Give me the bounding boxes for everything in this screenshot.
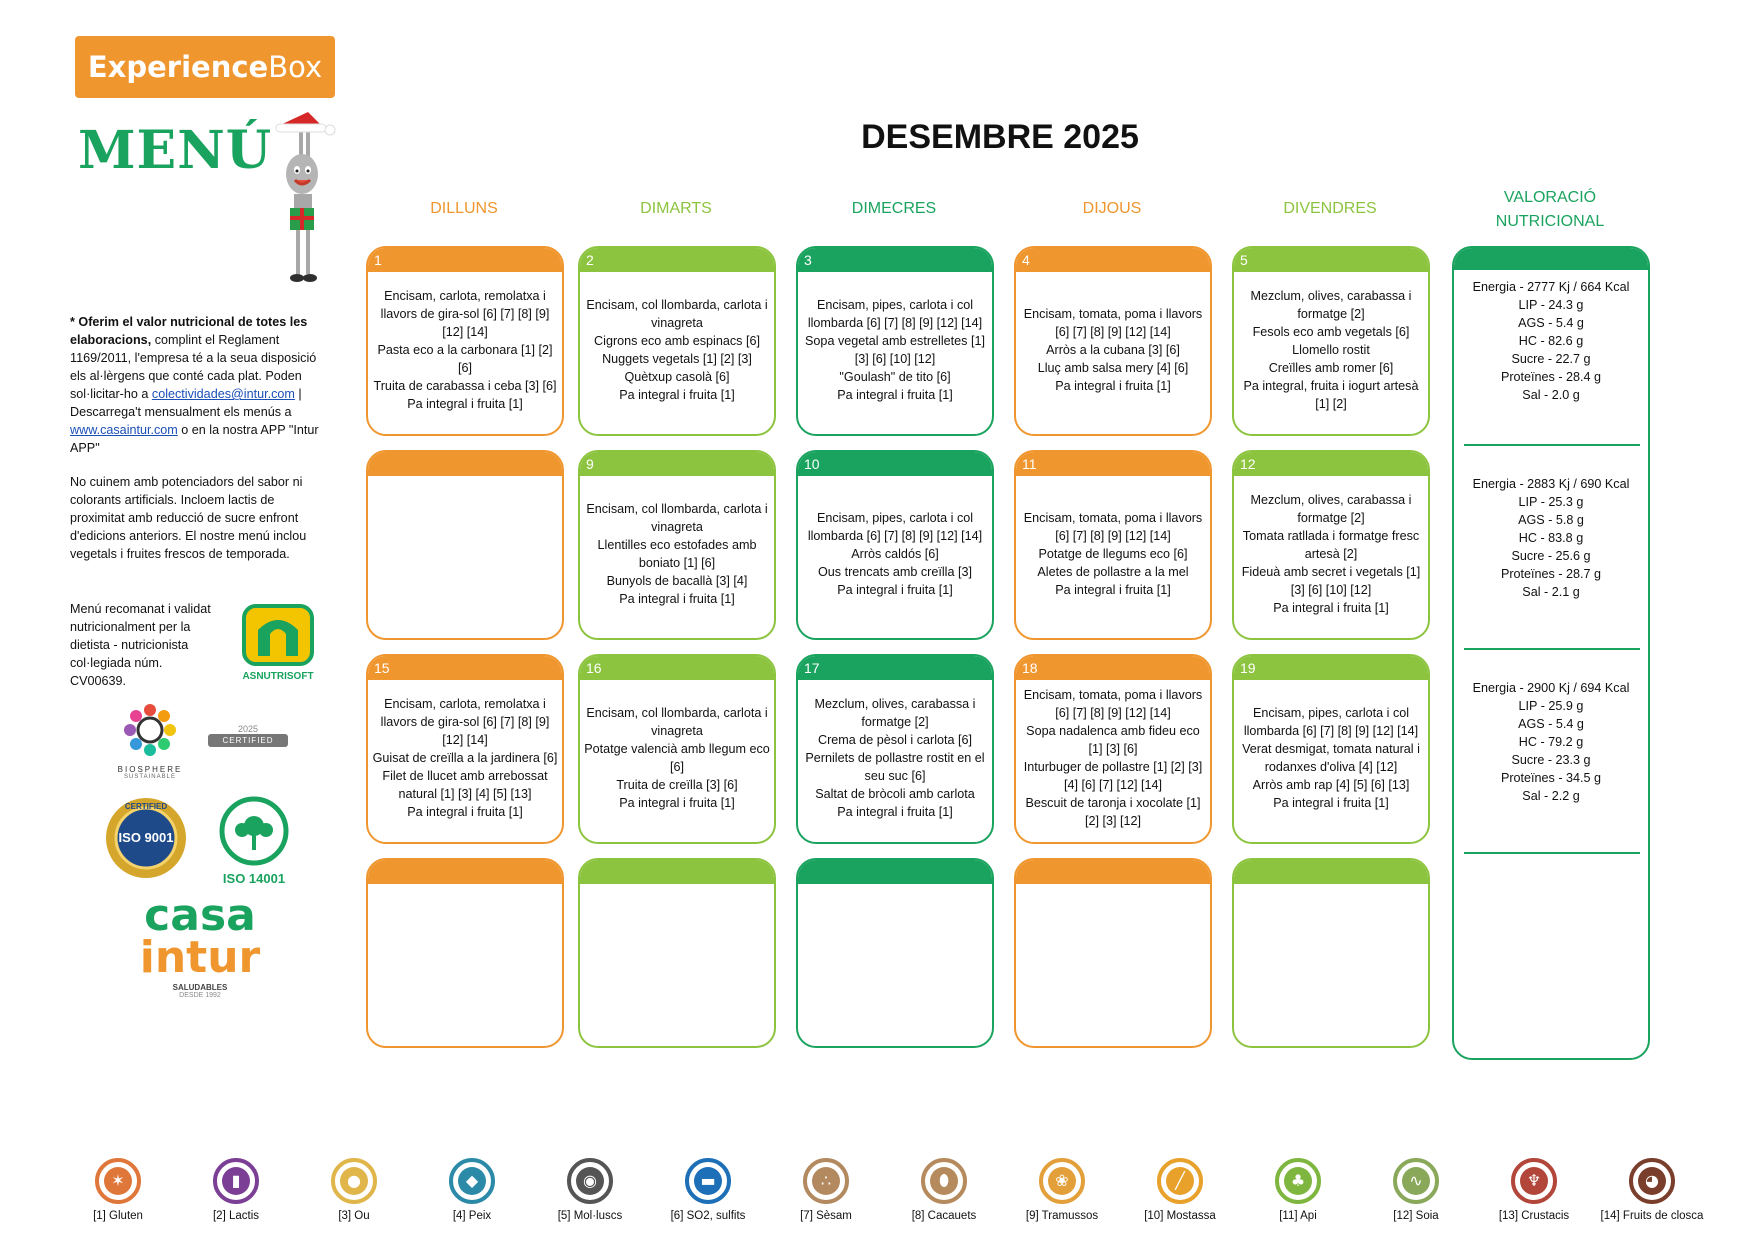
dish-line: Llomello rostit — [1292, 343, 1370, 357]
dish-line: Arròs a la cubana [3] [6] — [1046, 343, 1180, 357]
day-dishes — [802, 272, 988, 428]
allergen-item — [535, 1158, 645, 1222]
day-card — [796, 246, 994, 436]
dish-line: Truita de creïlla [3] [6] — [616, 778, 738, 792]
iso9001-seal: CERTIFIED ISO 9001 — [104, 796, 188, 880]
allergen-label: [10] Mostassa — [1144, 1210, 1216, 1222]
allergen-label: [2] Lactis — [212, 1210, 260, 1222]
dish-line: Pa integral i fruita [1] — [407, 397, 523, 411]
allergen-label: [6] SO2, sulfits — [670, 1210, 746, 1222]
month-title: DESEMBRE 2025 — [861, 118, 1139, 156]
allergen-label: [11] Api — [1279, 1210, 1317, 1222]
day-card — [1232, 654, 1430, 844]
info-paragraph-2: No cuinem amb potenciadors del sabor ni colorants artificials. Incloem lactis de proximitat amb reducció de sucre enfront d'edicions anteriors. El nostre menú inclou vegetals i fruites frescos de temporada. — [70, 475, 307, 561]
dish-line: Pa integral i fruita [1] — [1273, 601, 1389, 615]
day-number: 15 — [368, 656, 562, 680]
day-dishes — [802, 680, 988, 836]
dish-line: Verat desmigat, tomata natural i rodanxes d'oliva [4] [12] — [1242, 742, 1420, 774]
dish-line: Filet de llucet amb arrebossat natural [1] [3] [4] [5] [13] — [382, 769, 548, 801]
website-link[interactable]: www.casaintur.com — [70, 423, 178, 437]
day-number: 10 — [798, 452, 992, 476]
dish-line: Encisam, col llombarda, carlota i vinagreta — [586, 298, 768, 330]
nutritional-valuation-header: VALORACIÓ NUTRICIONAL — [1495, 189, 1605, 230]
dish-line: Pa integral i fruita [1] — [837, 805, 953, 819]
nutrition-value: LIP - 25.3 g — [1518, 495, 1584, 509]
day-dishes — [372, 272, 558, 428]
dish-line: Potatge valencià amb llegum eco [6] — [584, 742, 770, 774]
day-number — [1016, 860, 1210, 884]
wheat-icon: ✶ — [95, 1158, 141, 1204]
allergen-item — [771, 1158, 881, 1222]
dish-line: Crema de pèsol i carlota [6] — [818, 733, 972, 747]
nutrition-value: AGS - 5.8 g — [1518, 513, 1584, 527]
nutrition-value: Energia - 2900 Kj / 694 Kcal — [1472, 681, 1630, 695]
dish-line: Encisam, tomata, poma i llavors [6] [7] [8] [9] [12] [14] — [1023, 688, 1203, 720]
allergen-item — [1007, 1158, 1117, 1222]
dish-line: Tomata ratllada i formatge fresc artesà [2] — [1242, 529, 1420, 561]
dish-line: Fideuà amb secret i vegetals [1] [3] [6] [10] [12] — [1241, 565, 1421, 597]
day-number: 17 — [798, 656, 992, 680]
allergen-label: [5] Mol·luscs — [557, 1210, 623, 1222]
egg-icon: ● — [331, 1158, 377, 1204]
day-header-wednesday: DIMECRES — [851, 200, 937, 217]
experiencebox-logo: Experience Box — [75, 36, 335, 98]
valuation-header-bar — [1454, 248, 1648, 270]
casa-intur-logo: casa intur SALUDABLES DESDE 1992 — [139, 890, 261, 999]
nutrition-value: Sucre - 23.3 g — [1511, 753, 1591, 767]
nutrition-value: HC - 83.8 g — [1518, 531, 1584, 545]
day-card — [578, 246, 776, 436]
day-number: 19 — [1234, 656, 1428, 680]
dish-line: Encisam, col llombarda, carlota i vinagreta — [586, 502, 768, 534]
day-card — [366, 450, 564, 640]
dish-line: Fesols eco amb vegetals [6] — [1252, 325, 1410, 339]
day-card — [1232, 858, 1430, 1048]
nutrition-value: Proteïnes - 28.7 g — [1500, 567, 1602, 581]
nutrition-value: HC - 79.2 g — [1518, 735, 1584, 749]
dish-line: Encisam, tomata, poma i llavors [6] [7] [8] [9] [12] [14] — [1023, 307, 1203, 339]
nutritional-valuation-column — [1452, 246, 1650, 1060]
day-card — [578, 858, 776, 1048]
dish-line: Mezclum, olives, carabassa i formatge [2] — [1250, 289, 1412, 321]
sulfite-icon: ▬ — [685, 1158, 731, 1204]
dish-line: Mezclum, olives, carabassa i formatge [2] — [814, 697, 976, 729]
dish-line: Pa integral i fruita [1] — [1273, 796, 1389, 810]
day-number: 3 — [798, 248, 992, 272]
nutrition-value: Sal - 2.2 g — [1522, 789, 1580, 803]
dish-line: Bunyols de bacallà [3] [4] — [606, 574, 748, 588]
day-number: 9 — [580, 452, 774, 476]
day-dishes — [1020, 476, 1206, 632]
day-number: 4 — [1016, 248, 1210, 272]
menu-title: MENÚ — [78, 120, 273, 181]
allergen-label: [13] Crustacis — [1498, 1210, 1570, 1222]
nutrition-value: Energia - 2883 Kj / 690 Kcal — [1472, 477, 1630, 491]
allergen-item — [1361, 1158, 1471, 1222]
dish-line: Lluç amb salsa mery [4] [6] — [1037, 361, 1189, 375]
dish-line: Nuggets vegetals [1] [2] [3] — [602, 352, 752, 366]
day-number: 5 — [1234, 248, 1428, 272]
dish-line: Pernilets de pollastre rostit en el seu suc [6] — [805, 751, 985, 783]
allergen-item — [1479, 1158, 1589, 1222]
dish-line: Llentilles eco estofades amb boniato [1] [6] — [597, 538, 757, 570]
day-card — [796, 654, 994, 844]
valuation-divider — [1464, 648, 1640, 650]
day-dishes — [1238, 680, 1424, 836]
weekly-nutrition-block — [1454, 679, 1648, 805]
day-dishes — [1020, 884, 1206, 1040]
dish-line: Guisat de creïlla a la jardinera [6] — [372, 751, 558, 765]
dish-line: Encisam, pipes, carlota i col llombarda [6] [7] [8] [9] [12] [14] — [807, 511, 983, 543]
dish-line: Bescuit de taronja i xocolate [1] [2] [3] [12] — [1025, 796, 1201, 828]
nutrition-value: Proteïnes - 34.5 g — [1500, 771, 1602, 785]
allergen-item — [1243, 1158, 1353, 1222]
dish-line: Truita de carabassa i ceba [3] [6] — [373, 379, 557, 393]
dish-line: Sopa vegetal amb estrelletes [1] [3] [6] [10] [12] — [805, 334, 985, 366]
allergen-label: [3] Ou — [338, 1210, 370, 1222]
day-card — [1014, 654, 1212, 844]
dish-line: Cigrons eco amb espinacs [6] — [594, 334, 760, 348]
nutrition-value: AGS - 5.4 g — [1518, 316, 1584, 330]
day-header-monday: DILLUNS — [430, 200, 498, 217]
nutrition-value: LIP - 25.9 g — [1518, 699, 1584, 713]
allergen-label: [4] Peix — [452, 1210, 492, 1222]
dish-line: Pa integral i fruita [1] — [1055, 379, 1171, 393]
allergen-item — [653, 1158, 763, 1222]
day-card — [366, 858, 564, 1048]
dish-line: Pa integral i fruita [1] — [619, 592, 735, 606]
nutrition-value: Proteïnes - 28.4 g — [1500, 370, 1602, 384]
day-number: 1 — [368, 248, 562, 272]
day-dishes — [584, 680, 770, 836]
mustard-icon: ╱ — [1157, 1158, 1203, 1204]
day-number — [368, 452, 562, 476]
day-dishes — [584, 884, 770, 1040]
allergen-item — [1597, 1158, 1707, 1222]
dish-line: Encisam, pipes, carlota i col llombarda [6] [7] [8] [9] [12] [14] — [807, 298, 983, 330]
allergen-label: [14] Fruits de closca — [1600, 1210, 1704, 1222]
allergen-label: [7] Sèsam — [800, 1210, 852, 1222]
day-card — [1014, 246, 1212, 436]
soy-icon: ∿ — [1393, 1158, 1439, 1204]
day-number — [1234, 860, 1428, 884]
dish-line: Pa integral i fruita [1] — [1055, 583, 1171, 597]
fork-mascot-icon — [268, 112, 338, 292]
allergen-label: [8] Cacauets — [911, 1210, 977, 1222]
day-number: 16 — [580, 656, 774, 680]
info-bold-intro: * Oferim el valor nutricional de totes les elaboracions, — [70, 315, 308, 347]
day-number — [580, 860, 774, 884]
allergen-item — [889, 1158, 999, 1222]
dish-line: Encisam, tomata, poma i llavors [6] [7] [8] [9] [12] [14] — [1023, 511, 1203, 543]
day-dishes — [1020, 272, 1206, 428]
dish-line: Arròs caldós [6] — [851, 547, 939, 561]
allergen-label: [9] Tramussos — [1025, 1210, 1099, 1222]
day-dishes — [372, 476, 558, 632]
biosphere-logo: BIOSPHERE SUSTAINABLE — [110, 700, 190, 780]
dish-line: Pa integral i fruita [1] — [619, 388, 735, 402]
dish-line: Pa integral i fruita [1] — [619, 796, 735, 810]
lupin-icon: ❀ — [1039, 1158, 1085, 1204]
day-dishes — [802, 476, 988, 632]
day-number — [798, 860, 992, 884]
dish-line: Pa integral, fruita i iogurt artesà [1] [2] — [1243, 379, 1419, 411]
dish-line: Aletes de pollastre a la mel — [1037, 565, 1189, 579]
day-dishes — [1238, 476, 1424, 632]
email-link[interactable]: colectividades@intur.com — [151, 387, 295, 401]
day-dishes — [802, 884, 988, 1040]
fish-icon: ◆ — [449, 1158, 495, 1204]
dish-line: Encisam, col llombarda, carlota i vinagreta — [586, 706, 768, 738]
nutrition-value: Sucre - 25.6 g — [1511, 549, 1591, 563]
day-dishes — [372, 680, 558, 836]
allergen-item — [299, 1158, 409, 1222]
day-card — [796, 450, 994, 640]
day-card — [1232, 450, 1430, 640]
dish-line: Mezclum, olives, carabassa i formatge [2] — [1250, 493, 1412, 525]
valuation-divider — [1464, 852, 1640, 854]
day-header-friday: DIVENDRES — [1283, 200, 1377, 217]
day-card — [578, 654, 776, 844]
day-number: 18 — [1016, 656, 1210, 680]
allergen-item — [417, 1158, 527, 1222]
dish-line: Pasta eco a la carbonara [1] [2] [6] — [377, 343, 553, 375]
day-dishes — [584, 476, 770, 632]
allergen-label: [1] Gluten — [93, 1210, 143, 1222]
day-dishes — [1238, 884, 1424, 1040]
dish-line: Pa integral i fruita [1] — [407, 805, 523, 819]
iso14001-seal: ISO 14001 — [212, 796, 296, 882]
day-dishes — [372, 884, 558, 1040]
asnutrisoft-logo: ASNUTRISOFT — [240, 604, 316, 678]
nutrition-value: AGS - 5.4 g — [1518, 717, 1584, 731]
info-text: * Oferim el valor nutricional de totes les elaboracions, complint el Reglament 1169/2011, l'empresa té a la seua disposició els al·lèrgens que conté cada plat. Poden sol·licitar-ho a colectividades@intur.com | Descarrega't mensualment els menús a www.casaintur.com o en la nostra APP "Intur APP" No cuinem amb potenciadors del sabor ni colorants artificials. Incloem lactis de proximitat amb reducció de sucre enfront d'edicions anteriors. El nostre menú inclou vegetals i fruites frescos de temporada. — [70, 313, 322, 579]
nutrition-value: Sal - 2.0 g — [1522, 388, 1580, 402]
dish-line: Inturbuger de pollastre [1] [2] [3] [4] [6] [7] [12] [14] — [1023, 760, 1203, 792]
mollusc-icon: ◉ — [567, 1158, 613, 1204]
dish-line: Pa integral i fruita [1] — [837, 583, 953, 597]
dish-line: Encisam, pipes, carlota i col llombarda [6] [7] [8] [9] [12] [14] — [1243, 706, 1419, 738]
dish-line: "Goulash" de tito [6] — [839, 370, 951, 384]
valuation-divider — [1464, 444, 1640, 446]
dietitian-text: Menú recomanat i validat nutricionalment per la dietista - nutricionista col·legiada núm. CV00639. — [70, 602, 211, 688]
sesame-icon: ∴ — [803, 1158, 849, 1204]
milk-icon: ▮ — [213, 1158, 259, 1204]
dish-line: Quètxup casolà [6] — [624, 370, 730, 384]
weekly-nutrition-block — [1454, 278, 1648, 404]
day-number: 2 — [580, 248, 774, 272]
day-dishes — [584, 272, 770, 428]
day-number — [368, 860, 562, 884]
dish-line: Creïlles amb romer [6] — [1268, 361, 1394, 375]
allergen-item — [1125, 1158, 1235, 1222]
day-card — [366, 246, 564, 436]
certified-2025-badge: 2025 CERTIFIED — [208, 724, 288, 747]
dish-line: Encisam, carlota, remolatxa i llavors de gira-sol [6] [7] [8] [9] [12] [14] — [380, 289, 550, 339]
nutrition-value: HC - 82.6 g — [1518, 334, 1584, 348]
dish-line: Pa integral i fruita [1] — [837, 388, 953, 402]
day-card — [1014, 858, 1212, 1048]
day-card — [1014, 450, 1212, 640]
weekly-nutrition-block — [1454, 475, 1648, 601]
dish-line: Ous trencats amb creïlla [3] — [818, 565, 972, 579]
day-header-thursday: DIJOUS — [1082, 200, 1142, 217]
dish-line: Arròs amb rap [4] [5] [6] [13] — [1252, 778, 1410, 792]
day-dishes — [1020, 680, 1206, 836]
nutrition-value: Energia - 2777 Kj / 664 Kcal — [1472, 280, 1630, 294]
day-number: 11 — [1016, 452, 1210, 476]
crustacean-icon: ♆ — [1511, 1158, 1557, 1204]
day-card — [1232, 246, 1430, 436]
nutrition-value: Sucre - 22.7 g — [1511, 352, 1591, 366]
nut-icon: ◕ — [1629, 1158, 1675, 1204]
dish-line: Encisam, carlota, remolatxa i llavors de gira-sol [6] [7] [8] [9] [12] [14] — [380, 697, 550, 747]
dish-line: Sopa nadalenca amb fideu eco [1] [3] [6] — [1026, 724, 1200, 756]
day-dishes — [1238, 272, 1424, 428]
day-header-tuesday: DIMARTS — [640, 200, 712, 217]
day-card — [578, 450, 776, 640]
peanut-icon: ⬮ — [921, 1158, 967, 1204]
celery-icon: ♣ — [1275, 1158, 1321, 1204]
dish-line: Saltat de bròcoli amb carlota — [815, 787, 975, 801]
day-card — [796, 858, 994, 1048]
day-number: 12 — [1234, 452, 1428, 476]
dish-line: Potatge de llegums eco [6] — [1038, 547, 1188, 561]
nutrition-value: LIP - 24.3 g — [1518, 298, 1584, 312]
day-card — [366, 654, 564, 844]
allergen-item — [181, 1158, 291, 1222]
allergen-label: [12] Soia — [1393, 1210, 1439, 1222]
allergen-item — [63, 1158, 173, 1222]
nutrition-value: Sal - 2.1 g — [1522, 585, 1580, 599]
